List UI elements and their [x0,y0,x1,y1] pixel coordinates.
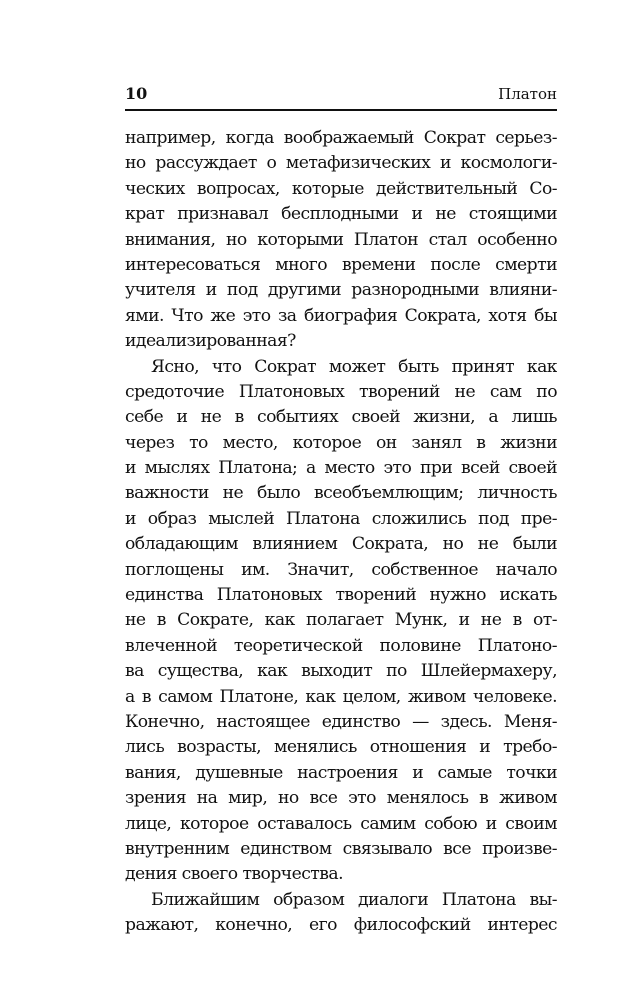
text-line: лице, которое оставалось самим собою и своим [125,813,557,834]
text-line: себе и не в событиях своей жизни, а лишь [125,407,557,428]
paragraph-end-line: идеализированная? [125,331,296,352]
text-line: важности не было всеобъемлющим; личность [125,483,557,504]
page-number: 10 [125,84,148,103]
text-line: внутренним единством связывало все произве- [125,838,557,859]
text-line: и образ мыслей Платона сложились под пре- [125,508,557,529]
body-text [125,126,557,939]
paragraph-start-line: Ближайшим образом диалоги Платона вы- [151,889,557,910]
text-line: единства Платоновых творений нужно искать [125,585,557,606]
text-line: ями. Что же это за биография Сократа, хотя бы [125,305,557,326]
page-header [125,84,557,106]
text-line: ражают, конечно, его философский интерес [125,915,557,936]
text-line: учителя и под другими разнородными влияни- [125,280,557,301]
text-line: обладающим влиянием Сократа, но не были [125,534,557,555]
paragraph-start-line: Ясно, что Сократ может быть принят как [151,356,557,377]
text-line: средоточие Платоновых творений не сам по [125,381,557,402]
text-line: поглощены им. Значит, собственное начало [125,559,557,580]
text-line: и мыслях Платона; а место это при всей своей [125,458,557,479]
text-line: не в Сократе, как полагает Мунк, и не в от- [125,610,557,631]
text-line: но рассуждает о метафизических и космологи- [125,153,557,174]
text-line: крат признавал бесплодными и не стоящими [125,204,557,225]
text-line: лись возрасты, менялись отношения и требо- [125,737,557,758]
paragraph-end-line: дения своего творчества. [125,864,344,885]
text-line: Конечно, настоящее единство — здесь. Меня- [125,711,557,732]
text-line: интересоваться много времени после смерти [125,254,557,275]
text-line: через то место, которое он занял в жизни [125,432,557,453]
text-line: ва существа, как выходит по Шлейермахеру, [125,661,557,682]
text-line: зрения на мир, но все это менялось в живом [125,788,557,809]
text-line: например, когда воображаемый Сократ серьез- [125,128,557,148]
running-title: Платон [498,85,557,103]
text-line: вания, душевные настроения и самые точки [125,762,557,783]
text-line: внимания, но которыми Платон стал особенно [125,229,557,250]
text-line: влеченной теоретической половине Платоно- [125,635,557,656]
text-line: а в самом Платоне, как целом, живом человеке. [125,686,557,707]
text-line: ческих вопросах, которые действительный Со- [125,178,557,199]
header-rule [125,109,557,111]
